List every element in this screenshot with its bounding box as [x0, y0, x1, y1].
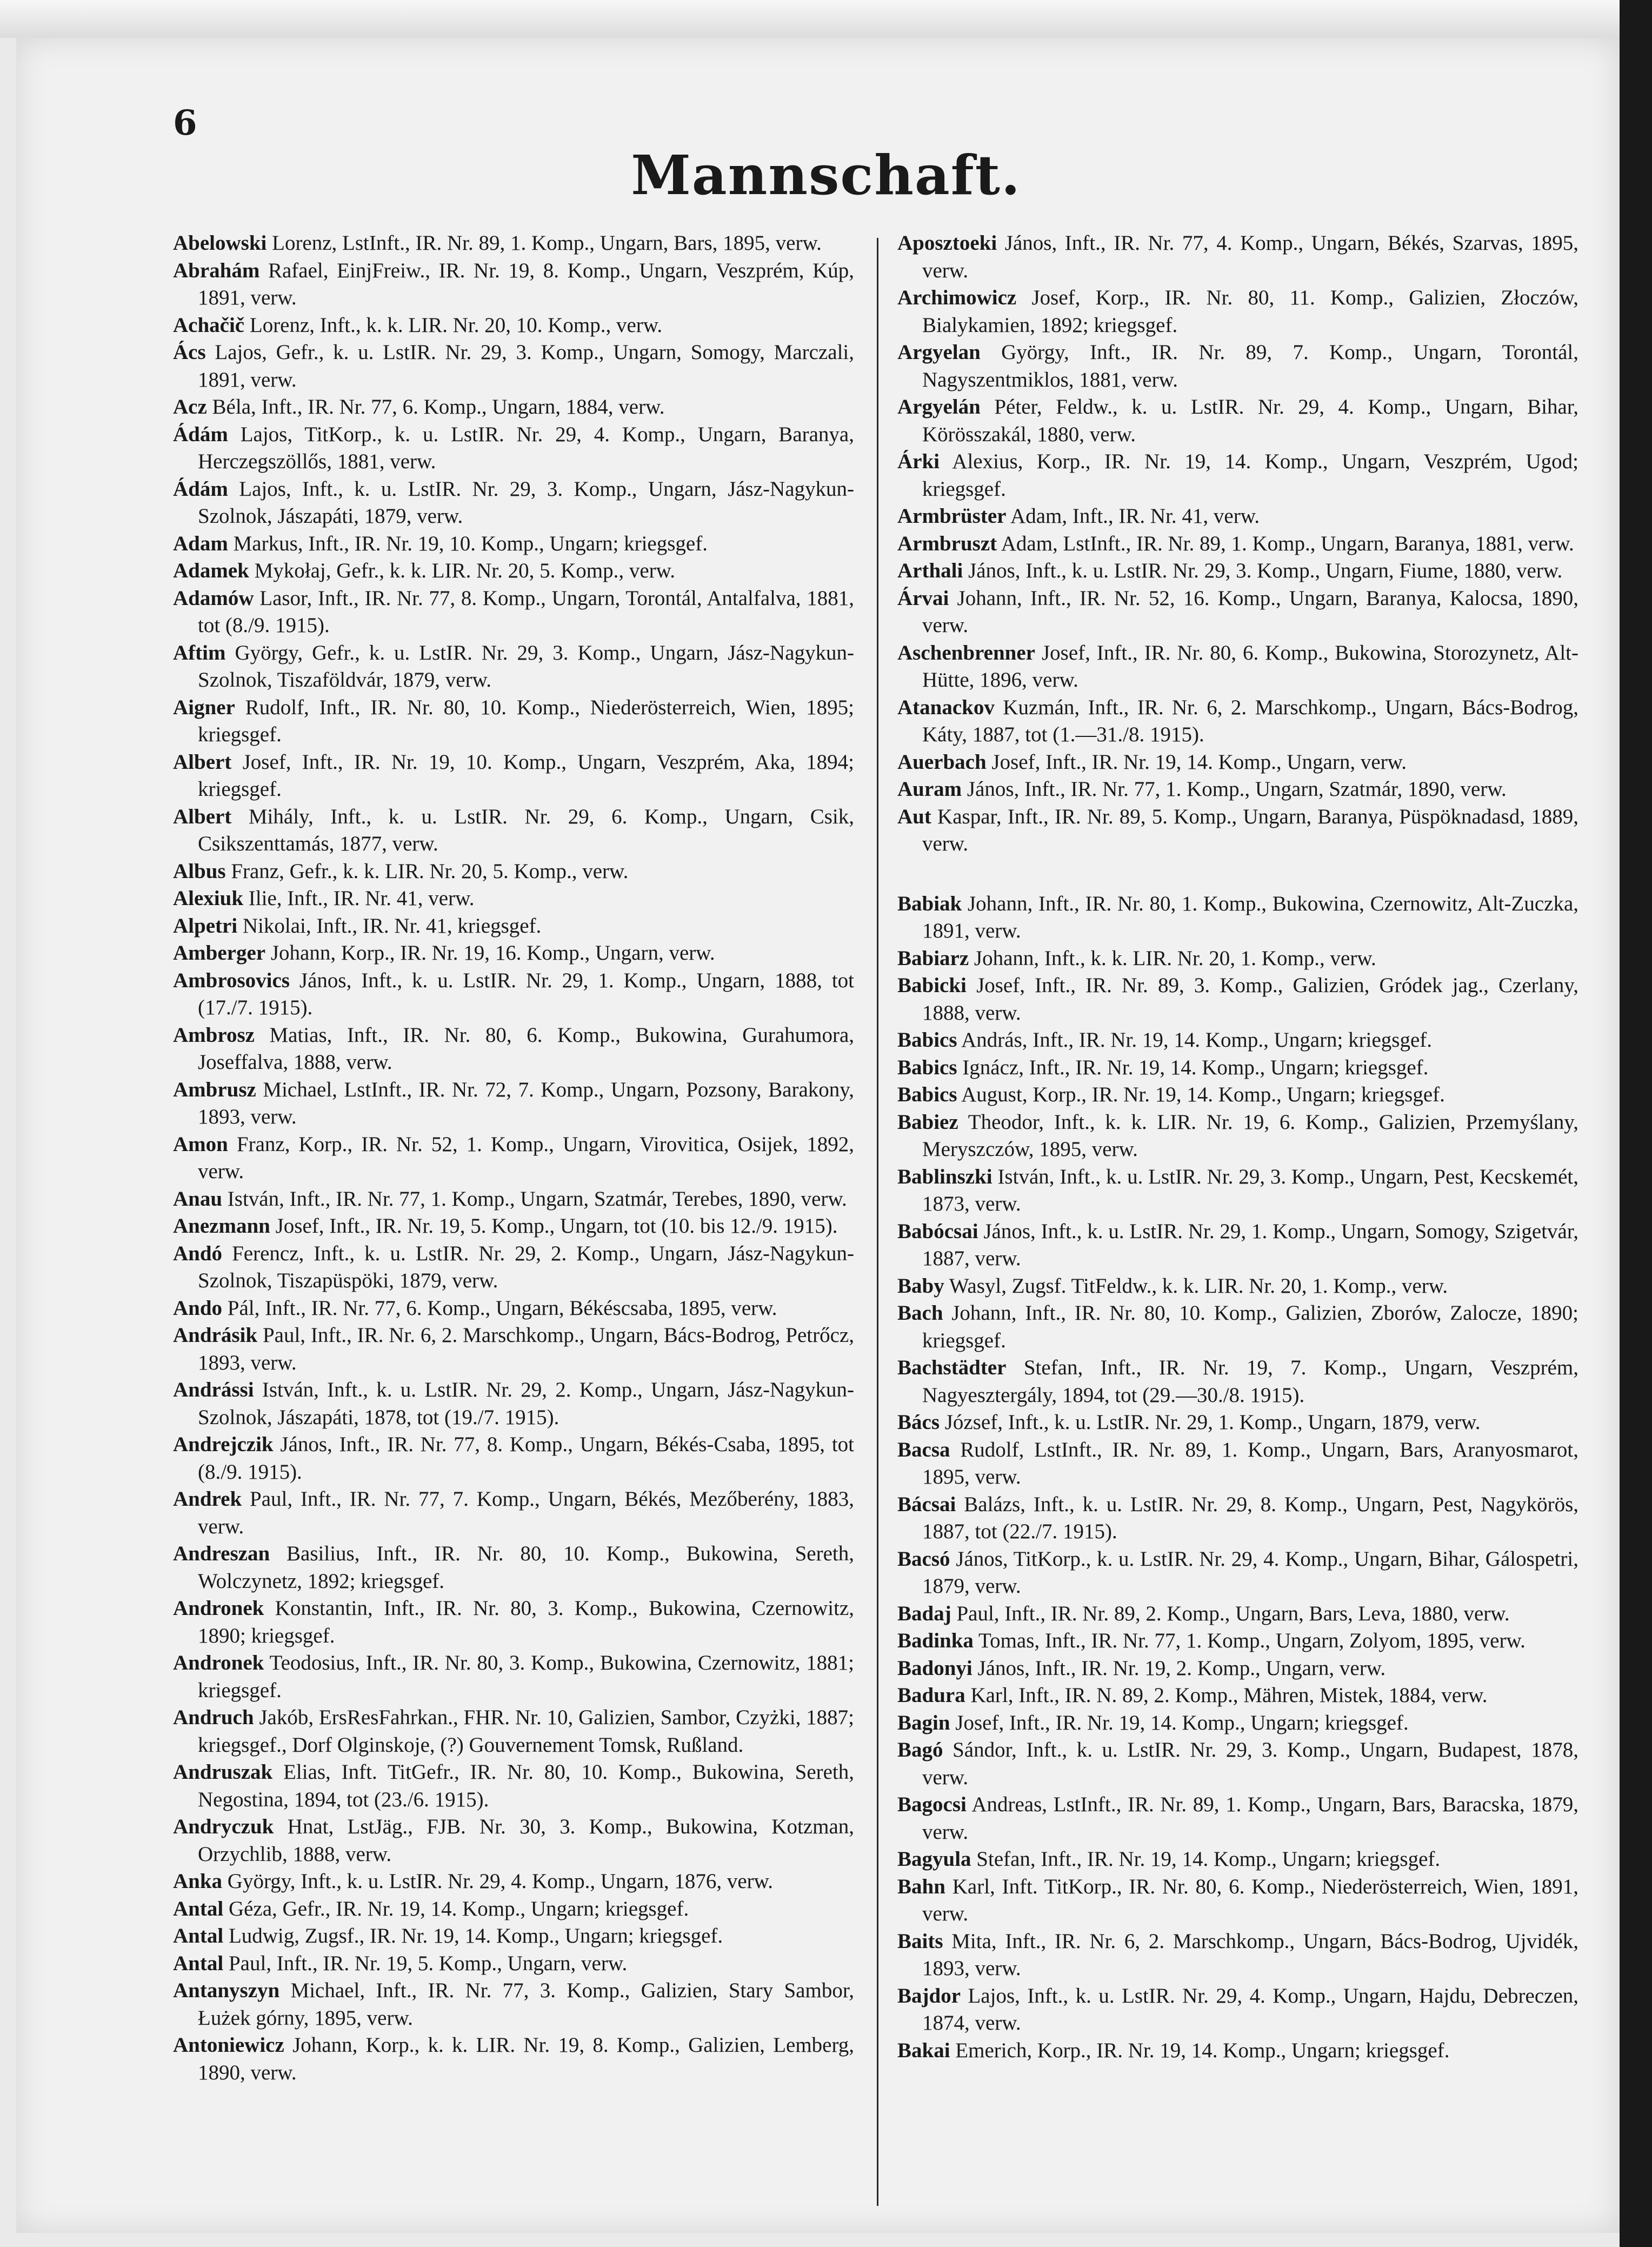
- left-column: [173, 230, 854, 2086]
- roster-entry: [173, 1186, 854, 1213]
- entry-details: Josef, Inft., IR. Nr. 19, 14. Komp., Ungarn; kriegsgef.: [955, 1711, 1409, 1734]
- column-divider: [877, 238, 878, 2206]
- entry-details: Nikolai, Inft., IR. Nr. 41, kriegsgef.: [242, 914, 542, 938]
- roster-entry: [897, 776, 1578, 803]
- roster-entry: [897, 803, 1578, 858]
- page-title: Mannschaft.: [631, 143, 1021, 207]
- entry-surname: Achačič: [173, 313, 245, 337]
- roster-entry: [173, 967, 854, 1022]
- entry-surname: Arthali: [897, 559, 963, 582]
- roster-entry: [173, 557, 854, 585]
- entry-surname: Albert: [173, 750, 232, 774]
- entry-surname: Amon: [173, 1132, 228, 1156]
- entry-surname: Bach: [897, 1301, 943, 1325]
- entry-surname: Adamek: [173, 559, 249, 582]
- entry-surname: Bagyula: [897, 1847, 971, 1871]
- entry-details: Rafael, EinjFreiw., IR. Nr. 19, 8. Komp., Ungarn, Veszprém, Kúp, 1891, verw.: [198, 258, 854, 309]
- entry-surname: Bakai: [897, 2038, 950, 2062]
- entry-surname: Ambrosz: [173, 1023, 255, 1047]
- entry-surname: Ács: [173, 341, 206, 364]
- roster-entry: [173, 1650, 854, 1704]
- entry-surname: Albus: [173, 859, 226, 883]
- roster-entry: [173, 312, 854, 340]
- entry-details: Balázs, Inft., k. u. LstIR. Nr. 29, 8. Komp., Ungarn, Pest, Nagykörös, 1887, tot (22./7. 1915).: [922, 1492, 1579, 1543]
- roster-entry: [173, 257, 854, 312]
- entry-details: Ferencz, Inft., k. u. LstIR. Nr. 29, 2. Komp., Ungarn, Jász-Nagykun-Szolnok, Tiszapüspöki, 1879, verw.: [198, 1241, 854, 1292]
- entry-details: Tomas, Inft., IR. Nr. 77, 1. Komp., Ungarn, Zolyom, 1895, verw.: [978, 1629, 1526, 1652]
- entry-surname: Babics: [897, 1055, 957, 1079]
- roster-entry: [173, 1759, 854, 1813]
- entry-details: Sándor, Inft., k. u. LstIR. Nr. 29, 3. Komp., Ungarn, Budapest, 1878, verw.: [922, 1738, 1579, 1789]
- entry-details: István, Inft., IR. Nr. 77, 1. Komp., Ungarn, Szatmár, Terebes, 1890, verw.: [227, 1187, 847, 1211]
- entry-details: János, Inft., IR. Nr. 19, 2. Komp., Ungarn, verw.: [977, 1656, 1386, 1680]
- entry-details: Johann, Inft., IR. Nr. 80, 1. Komp., Bukowina, Czernowitz, Alt-Zuczka, 1891, verw.: [922, 892, 1579, 942]
- roster-entry: [897, 749, 1578, 776]
- roster-entry: [173, 640, 854, 694]
- entry-surname: Badinka: [897, 1629, 974, 1652]
- roster-entry: [173, 585, 854, 640]
- entry-surname: Aigner: [173, 695, 235, 719]
- roster-entry: [173, 2032, 854, 2086]
- entry-surname: Árvai: [897, 586, 949, 610]
- entry-details: János, Inft., IR. Nr. 77, 4. Komp., Ungarn, Békés, Szarvas, 1895, verw.: [922, 231, 1579, 282]
- entry-details: Wasyl, Zugsf. TitFeldw., k. k. LIR. Nr. 20, 1. Komp., verw.: [949, 1274, 1448, 1298]
- entry-surname: Andrek: [173, 1487, 242, 1511]
- entry-surname: Anezmann: [173, 1214, 270, 1238]
- roster-entry: [173, 1131, 854, 1186]
- entry-surname: Aschenbrenner: [897, 641, 1035, 664]
- entry-details: August, Korp., IR. Nr. 19, 14. Komp., Ungarn; kriegsgef.: [961, 1083, 1445, 1106]
- roster-entry: [897, 1273, 1578, 1300]
- roster-entry: [897, 1437, 1578, 1491]
- entry-details: Stefan, Inft., IR. Nr. 19, 7. Komp., Ungarn, Veszprém, Nagyesztergály, 1894, tot (29.—30./8. 1915).: [922, 1356, 1578, 1407]
- roster-entry: [173, 803, 854, 858]
- roster-entry: [173, 530, 854, 558]
- entry-details: Matias, Inft., IR. Nr. 80, 6. Komp., Bukowina, Gurahumora, Joseffalva, 1888, verw.: [198, 1023, 855, 1074]
- entry-surname: Badura: [897, 1684, 965, 1707]
- entry-surname: Argyelan: [897, 341, 981, 364]
- entry-surname: Adam: [173, 531, 228, 555]
- page-number: 6: [173, 103, 197, 143]
- scan-right-edge: [1620, 0, 1652, 2247]
- roster-entry: [173, 1540, 854, 1595]
- roster-entry: [897, 284, 1578, 339]
- entry-surname: Baby: [897, 1274, 944, 1298]
- entry-details: Paul, Inft., IR. Nr. 77, 7. Komp., Ungarn, Békés, Mezőberény, 1883, verw.: [198, 1487, 854, 1538]
- entry-surname: Anka: [173, 1870, 223, 1893]
- entry-surname: Árki: [897, 450, 940, 473]
- entry-surname: Andó: [173, 1241, 223, 1265]
- entry-surname: Bagocsi: [897, 1793, 967, 1816]
- entry-surname: Albert: [173, 805, 232, 828]
- roster-entry: [173, 1240, 854, 1295]
- entry-surname: Aposztoeki: [897, 231, 997, 255]
- roster-entry: [173, 940, 854, 967]
- entry-surname: Ando: [173, 1296, 223, 1320]
- entry-details: Lorenz, LstInft., IR. Nr. 89, 1. Komp., Ungarn, Bars, 1895, verw.: [272, 231, 822, 255]
- roster-entry: [897, 1354, 1578, 1409]
- entry-surname: Auram: [897, 777, 962, 801]
- entry-surname: Archimowicz: [897, 286, 1017, 309]
- roster-entry: [173, 1076, 854, 1131]
- entry-surname: Atanackov: [897, 695, 995, 719]
- entry-surname: Bagin: [897, 1711, 950, 1734]
- entry-surname: Andrássi: [173, 1378, 254, 1401]
- entry-surname: Armbruszt: [897, 531, 997, 555]
- entry-surname: Bahn: [897, 1874, 945, 1898]
- entry-surname: Babics: [897, 1083, 957, 1106]
- roster-entry: [897, 890, 1578, 945]
- entry-details: Adam, LstInft., IR. Nr. 89, 1. Komp., Ungarn, Baranya, 1881, verw.: [1001, 531, 1574, 555]
- entry-details: Josef, Inft., IR. Nr. 89, 3. Komp., Galizien, Gródek jag., Czerlany, 1888, verw.: [922, 974, 1579, 1025]
- entry-details: Lasor, Inft., IR. Nr. 77, 8. Komp., Ungarn, Torontál, Antalfalva, 1881, tot (8./9. 1915).: [198, 586, 855, 637]
- entry-surname: Badaj: [897, 1601, 951, 1625]
- roster-entry: [897, 2037, 1578, 2065]
- entry-surname: Ambrosovics: [173, 968, 290, 992]
- roster-entry: [173, 394, 854, 421]
- entry-details: Michael, LstInft., IR. Nr. 72, 7. Komp., Ungarn, Pozsony, Barakony, 1893, verw.: [198, 1078, 855, 1128]
- entry-surname: Baits: [897, 1929, 943, 1953]
- entry-details: Andreas, LstInft., IR. Nr. 89, 1. Komp., Ungarn, Bars, Baracska, 1879, verw.: [922, 1793, 1578, 1844]
- entry-details: Josef, Inft., IR. Nr. 19, 14. Komp., Ungarn, verw.: [991, 750, 1407, 774]
- roster-entry: [897, 448, 1578, 503]
- entry-details: Josef, Inft., IR. Nr. 80, 6. Komp., Bukowina, Storozynetz, Alt-Hütte, 1896, verw.: [922, 641, 1579, 692]
- entry-details: János, Inft., k. u. LstIR. Nr. 29, 1. Komp., Ungarn, Somogy, Szigetvár, 1887, verw.: [922, 1219, 1579, 1270]
- entry-details: Mihály, Inft., k. u. LstIR. Nr. 29, 6. Komp., Ungarn, Csik, Csikszenttamás, 1877, verw.: [198, 805, 854, 855]
- entry-surname: Amberger: [173, 941, 266, 965]
- entry-surname: Babiarz: [897, 946, 969, 970]
- entry-details: András, Inft., IR. Nr. 19, 14. Komp., Ungarn; kriegsgef.: [961, 1028, 1432, 1052]
- roster-entry: [897, 1983, 1578, 2037]
- entry-surname: Abelowski: [173, 231, 267, 255]
- entry-details: Lajos, Inft., k. u. LstIR. Nr. 29, 3. Komp., Ungarn, Jász-Nagykun-Szolnok, Jászapáti, 1879, verw.: [198, 477, 854, 528]
- entry-surname: Bablinszki: [897, 1165, 992, 1188]
- roster-entry: [897, 1546, 1578, 1600]
- entry-details: Franz, Korp., IR. Nr. 52, 1. Komp., Ungarn, Virovitica, Osijek, 1892, verw.: [198, 1132, 854, 1183]
- entry-surname: Babiez: [897, 1110, 958, 1134]
- entry-details: Franz, Gefr., k. k. LIR. Nr. 20, 5. Komp., verw.: [231, 859, 629, 883]
- roster-entry: [173, 1704, 854, 1759]
- entry-surname: Anau: [173, 1187, 223, 1211]
- entry-details: Theodor, Inft., k. k. LIR. Nr. 19, 6. Komp., Galizien, Przemyślany, Meryszczów, 1895, verw.: [922, 1110, 1578, 1161]
- entry-details: János, TitKorp., k. u. LstIR. Nr. 29, 4. Komp., Ungarn, Bihar, Gálospetri, 1879, verw.: [922, 1547, 1578, 1598]
- entry-details: Ludwig, Zugsf., IR. Nr. 19, 14. Komp., Ungarn; kriegsgef.: [228, 1924, 723, 1947]
- right-column: [897, 230, 1578, 2064]
- entry-surname: Abrahám: [173, 258, 260, 282]
- scan-top-edge: [0, 0, 1652, 38]
- entry-surname: Andrejczik: [173, 1433, 274, 1456]
- roster-entry: [897, 694, 1578, 749]
- entry-details: Rudolf, LstInft., IR. Nr. 89, 1. Komp., Ungarn, Bars, Aranyosmarot, 1895, verw.: [922, 1438, 1578, 1488]
- entry-surname: Bacsa: [897, 1438, 950, 1461]
- entry-surname: Bagó: [897, 1738, 943, 1761]
- entry-details: Karl, Inft. TitKorp., IR. Nr. 80, 6. Komp., Niederösterreich, Wien, 1891, verw.: [922, 1874, 1578, 1925]
- entry-details: Adam, Inft., IR. Nr. 41, verw.: [1010, 504, 1260, 528]
- entry-surname: Alpetri: [173, 914, 238, 938]
- entry-surname: Aut: [897, 805, 931, 828]
- roster-entry: [897, 1491, 1578, 1546]
- entry-details: György, Inft., k. u. LstIR. Nr. 29, 4. Komp., Ungarn, 1876, verw.: [227, 1870, 773, 1893]
- entry-details: Teodosius, Inft., IR. Nr. 80, 3. Komp., Bukowina, Czernowitz, 1881; kriegsgef.: [198, 1651, 854, 1702]
- roster-entry: [897, 1710, 1578, 1737]
- roster-entry: [897, 1054, 1578, 1082]
- entry-details: József, Inft., k. u. LstIR. Nr. 29, 1. Komp., Ungarn, 1879, verw.: [944, 1411, 1481, 1434]
- entry-surname: Bács: [897, 1411, 940, 1434]
- roster-entry: [173, 1377, 854, 1431]
- roster-entry: [173, 885, 854, 913]
- entry-details: Ilie, Inft., IR. Nr. 41, verw.: [248, 887, 475, 910]
- roster-entry: [173, 230, 854, 257]
- entry-surname: Bachstädter: [897, 1356, 1007, 1379]
- roster-entry: [173, 694, 854, 749]
- entry-details: Mita, Inft., IR. Nr. 6, 2. Marschkomp., Ungarn, Bács-Bodrog, Ujvidék, 1893, verw.: [922, 1929, 1579, 1980]
- roster-entry: [173, 1868, 854, 1896]
- entry-details: Johann, Korp., k. k. LIR. Nr. 19, 8. Komp., Galizien, Lemberg, 1890, verw.: [198, 2033, 855, 2084]
- entry-details: Josef, Inft., IR. Nr. 19, 10. Komp., Ungarn, Veszprém, Aka, 1894; kriegsgef.: [198, 750, 854, 801]
- entry-details: Hnat, LstJäg., FJB. Nr. 30, 3. Komp., Bukowina, Kotzman, Orzychlib, 1888, verw.: [198, 1815, 855, 1866]
- entry-details: Péter, Feldw., k. u. LstIR. Nr. 29, 4. Komp., Ungarn, Bihar, Körösszakál, 1880, verw.: [922, 395, 1578, 446]
- roster-entry: [173, 913, 854, 940]
- roster-entry: [173, 339, 854, 394]
- entry-details: Emerich, Korp., IR. Nr. 19, 14. Komp., Ungarn; kriegsgef.: [955, 2038, 1450, 2062]
- roster-entry: [173, 1295, 854, 1322]
- entry-details: György, Inft., IR. Nr. 89, 7. Komp., Ungarn, Torontál, Nagyszentmiklos, 1881, verw.: [922, 341, 1578, 391]
- entry-surname: Andruszak: [173, 1760, 273, 1784]
- entry-details: Paul, Inft., IR. Nr. 89, 2. Komp., Ungarn, Bars, Leva, 1880, verw.: [956, 1601, 1510, 1625]
- roster-entry: [173, 749, 854, 803]
- entry-surname: Bácsai: [897, 1492, 956, 1516]
- entry-details: Stefan, Inft., IR. Nr. 19, 14. Komp., Ungarn; kriegsgef.: [976, 1847, 1441, 1871]
- entry-surname: Badonyi: [897, 1656, 972, 1680]
- entry-details: János, Inft., IR. Nr. 77, 1. Komp., Ungarn, Szatmár, 1890, verw.: [967, 777, 1507, 801]
- entry-surname: Andronek: [173, 1597, 264, 1620]
- roster-entry: [897, 1791, 1578, 1846]
- entry-details: Lajos, Gefr., k. u. LstIR. Nr. 29, 3. Komp., Ungarn, Somogy, Marczali, 1891, verw.: [198, 341, 855, 391]
- entry-details: Markus, Inft., IR. Nr. 19, 10. Komp., Ungarn; kriegsgef.: [233, 531, 708, 555]
- entry-surname: Babiak: [897, 892, 962, 915]
- entry-details: Béla, Inft., IR. Nr. 77, 6. Komp., Ungarn, 1884, verw.: [212, 395, 665, 418]
- entry-surname: Babicki: [897, 974, 967, 997]
- roster-entry: [897, 1873, 1578, 1928]
- entry-surname: Argyelán: [897, 395, 981, 418]
- entry-details: Josef, Korp., IR. Nr. 80, 11. Komp., Galizien, Złoczów, Bialykamien, 1892; kriegsgef.: [922, 286, 1579, 337]
- entry-surname: Auerbach: [897, 750, 987, 774]
- section-gap: [897, 858, 1578, 890]
- roster-entry: [173, 1486, 854, 1540]
- entry-surname: Ádám: [173, 422, 228, 446]
- entry-details: Lajos, TitKorp., k. u. LstIR. Nr. 29, 4. Komp., Ungarn, Baranya, Herczegszöllős, 1881, verw.: [198, 422, 854, 473]
- entry-surname: Antal: [173, 1897, 224, 1920]
- entry-surname: Andrásik: [173, 1324, 258, 1347]
- roster-entry: [897, 972, 1578, 1027]
- roster-entry: [897, 1928, 1578, 1983]
- roster-entry: [173, 1923, 854, 1950]
- entry-details: Karl, Inft., IR. N. 89, 2. Komp., Mähren, Mistek, 1884, verw.: [970, 1684, 1488, 1707]
- entry-surname: Adamów: [173, 586, 254, 610]
- entry-details: Basilius, Inft., IR. Nr. 80, 10. Komp., Bukowina, Sereth, Wolczynetz, 1892; kriegsgef.: [198, 1542, 854, 1593]
- roster-entry: [897, 945, 1578, 973]
- roster-entry: [897, 1682, 1578, 1710]
- roster-entry: [897, 585, 1578, 640]
- roster-entry: [897, 1846, 1578, 1873]
- entry-surname: Bajdor: [897, 1984, 961, 2007]
- roster-entry: [897, 530, 1578, 558]
- roster-entry: [173, 1022, 854, 1076]
- roster-entry: [897, 1027, 1578, 1054]
- entry-surname: Aftim: [173, 641, 226, 664]
- roster-entry: [173, 858, 854, 886]
- entry-details: István, Inft., k. u. LstIR. Nr. 29, 3. Komp., Ungarn, Pest, Kecskemét, 1873, verw.: [922, 1165, 1579, 1215]
- entry-details: Lorenz, Inft., k. k. LIR. Nr. 20, 10. Komp., verw.: [249, 313, 663, 337]
- roster-entry: [173, 1977, 854, 2032]
- entry-surname: Andronek: [173, 1651, 264, 1674]
- roster-entry: [897, 1600, 1578, 1628]
- roster-entry: [173, 1950, 854, 1978]
- entry-details: Johann, Inft., IR. Nr. 52, 16. Komp., Ungarn, Baranya, Kalocsa, 1890, verw.: [922, 586, 1579, 637]
- roster-entry: [173, 1595, 854, 1650]
- roster-entry: [897, 640, 1578, 694]
- entry-details: Ignácz, Inft., IR. Nr. 19, 14. Komp., Ungarn; kriegsgef.: [962, 1055, 1429, 1079]
- roster-entry: [897, 503, 1578, 530]
- entry-surname: Babics: [897, 1028, 957, 1052]
- roster-entry: [897, 557, 1578, 585]
- roster-entry: [173, 421, 854, 476]
- entry-details: János, Inft., k. u. LstIR. Nr. 29, 3. Komp., Ungarn, Fiume, 1880, verw.: [968, 559, 1563, 582]
- entry-details: Johann, Korp., IR. Nr. 19, 16. Komp., Ungarn, verw.: [270, 941, 715, 965]
- entry-details: Géza, Gefr., IR. Nr. 19, 14. Komp., Ungarn; kriegsgef.: [228, 1897, 689, 1920]
- entry-details: Mykołaj, Gefr., k. k. LIR. Nr. 20, 5. Komp., verw.: [254, 559, 676, 582]
- entry-surname: Andryczuk: [173, 1815, 274, 1838]
- entry-details: Kaspar, Inft., IR. Nr. 89, 5. Komp., Ungarn, Baranya, Püspöknadasd, 1889, verw.: [922, 805, 1578, 855]
- entry-surname: Antoniewicz: [173, 2033, 284, 2057]
- entry-surname: Armbrüster: [897, 504, 1007, 528]
- entry-details: Pál, Inft., IR. Nr. 77, 6. Komp., Ungarn, Békéscsaba, 1895, verw.: [227, 1296, 777, 1320]
- roster-entry: [897, 1300, 1578, 1354]
- roster-entry: [897, 1164, 1578, 1218]
- entry-details: János, Inft., IR. Nr. 77, 8. Komp., Ungarn, Békés-Csaba, 1895, tot (8./9. 1915).: [198, 1433, 855, 1484]
- entry-details: Josef, Inft., IR. Nr. 19, 5. Komp., Ungarn, tot (10. bis 12./9. 1915).: [275, 1214, 838, 1238]
- entry-surname: Andreszan: [173, 1542, 270, 1565]
- entry-details: Michael, Inft., IR. Nr. 77, 3. Komp., Galizien, Stary Sambor, Łużek górny, 1895, verw.: [198, 1979, 854, 2030]
- roster-entry: [897, 1218, 1578, 1273]
- entry-surname: Acz: [173, 395, 207, 418]
- roster-entry: [173, 1431, 854, 1486]
- entry-details: Konstantin, Inft., IR. Nr. 80, 3. Komp., Bukowina, Czernowitz, 1890; kriegsgef.: [198, 1597, 855, 1647]
- roster-entry: [897, 394, 1578, 448]
- entry-surname: Alexiuk: [173, 887, 244, 910]
- entry-surname: Antanyszyn: [173, 1979, 280, 2002]
- entry-details: Jakób, ErsResFahrkan., FHR. Nr. 10, Galizien, Sambor, Czyżki, 1887; kriegsgef., Dorf Olginskoje, (?) Gouvernement Tomsk, Rußland.: [198, 1706, 854, 1757]
- entry-details: Johann, Inft., k. k. LIR. Nr. 20, 1. Komp., verw.: [974, 946, 1376, 970]
- entry-details: Elias, Inft. TitGefr., IR. Nr. 80, 10. Komp., Bukowina, Sereth, Negostina, 1894, tot (23./6. 1915).: [198, 1760, 855, 1811]
- entry-surname: Bacsó: [897, 1547, 950, 1571]
- entry-details: Alexius, Korp., IR. Nr. 19, 14. Komp., Ungarn, Veszprém, Ugod; kriegsgef.: [922, 450, 1578, 501]
- entry-details: Rudolf, Inft., IR. Nr. 80, 10. Komp., Niederösterreich, Wien, 1895; kriegsgef.: [198, 695, 854, 746]
- roster-entry: [897, 230, 1578, 284]
- roster-entry: [173, 1213, 854, 1240]
- entry-details: Paul, Inft., IR. Nr. 6, 2. Marschkomp., Ungarn, Bács-Bodrog, Petrőcz, 1893, verw.: [198, 1324, 855, 1374]
- roster-entry: [173, 1813, 854, 1868]
- roster-entry: [897, 1655, 1578, 1683]
- roster-entry: [897, 1409, 1578, 1437]
- entry-surname: Antal: [173, 1924, 224, 1947]
- entry-surname: Ambrusz: [173, 1078, 256, 1101]
- entry-details: Johann, Inft., IR. Nr. 80, 10. Komp., Galizien, Zborów, Zalocze, 1890; kriegsgef.: [922, 1301, 1578, 1352]
- entry-details: Kuzmán, Inft., IR. Nr. 6, 2. Marschkomp., Ungarn, Bács-Bodrog, Káty, 1887, tot (1.—31./8. 1915).: [922, 695, 1578, 746]
- roster-entry: [173, 476, 854, 530]
- entry-details: Lajos, Inft., k. u. LstIR. Nr. 29, 4. Komp., Ungarn, Hajdu, Debreczen, 1874, verw.: [922, 1984, 1579, 2035]
- entry-details: István, Inft., k. u. LstIR. Nr. 29, 2. Komp., Ungarn, Jász-Nagykun-Szolnok, Jászapáti, 1878, tot (19./7. 1915).: [198, 1378, 855, 1429]
- entry-surname: Babócsai: [897, 1219, 978, 1243]
- entry-details: György, Gefr., k. u. LstIR. Nr. 29, 3. Komp., Ungarn, Jász-Nagykun-Szolnok, Tiszaföldvár, 1879, verw.: [198, 641, 855, 692]
- roster-entry: [897, 1627, 1578, 1655]
- roster-entry: [173, 1896, 854, 1923]
- roster-entry: [897, 1109, 1578, 1164]
- entry-surname: Andruch: [173, 1706, 254, 1729]
- roster-entry: [897, 1737, 1578, 1791]
- roster-entry: [173, 1322, 854, 1377]
- entry-surname: Antal: [173, 1951, 224, 1975]
- entry-surname: Ádám: [173, 477, 228, 501]
- entry-details: Paul, Inft., IR. Nr. 19, 5. Komp., Ungarn, verw.: [228, 1951, 628, 1975]
- roster-entry: [897, 339, 1578, 394]
- roster-entry: [897, 1081, 1578, 1109]
- entry-details: János, Inft., k. u. LstIR. Nr. 29, 1. Komp., Ungarn, 1888, tot (17./7. 1915).: [198, 968, 854, 1019]
